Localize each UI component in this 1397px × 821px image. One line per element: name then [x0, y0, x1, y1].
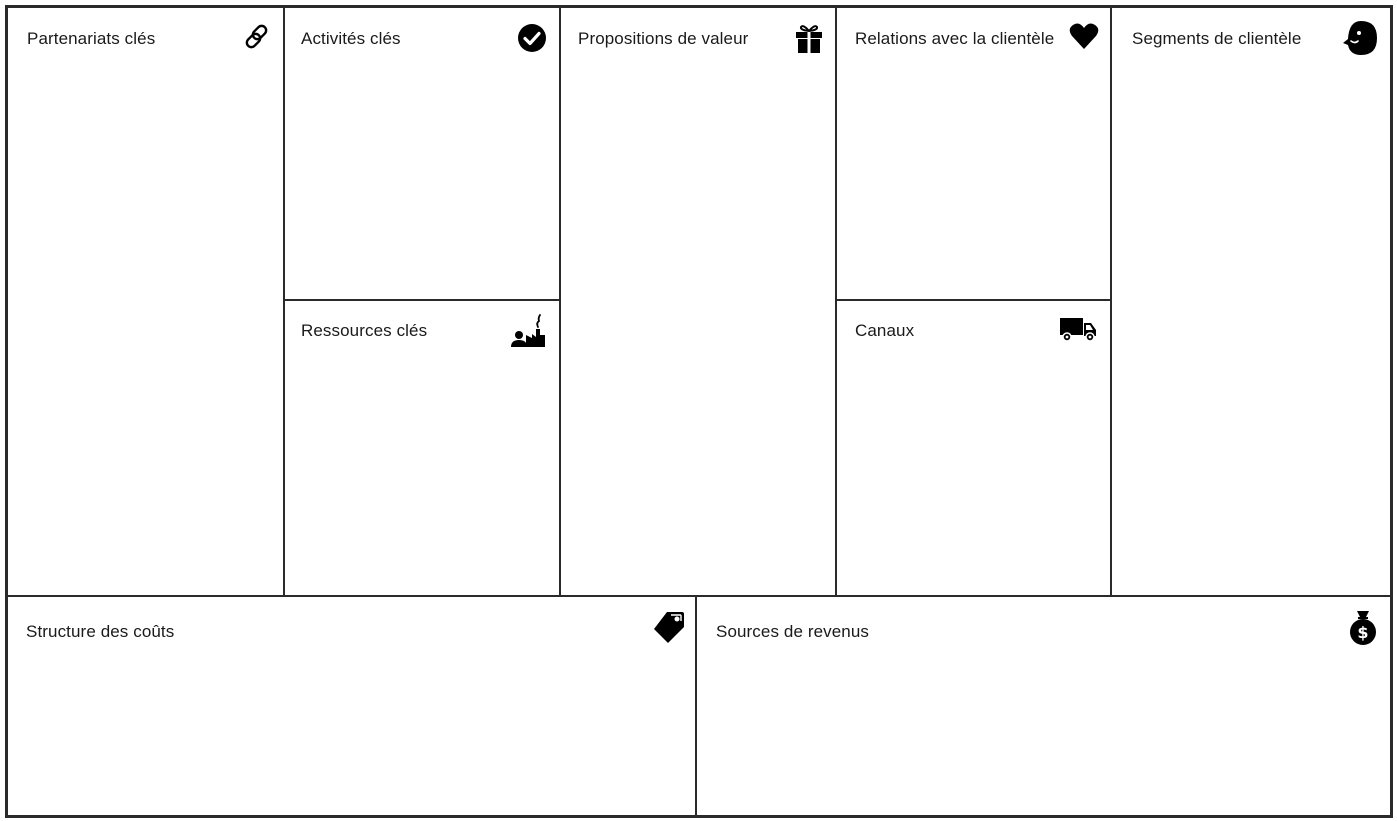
price-tag-icon [653, 610, 687, 644]
block-title-key-activities: Activités clés [301, 29, 401, 48]
svg-text:$: $ [1357, 623, 1369, 642]
block-channels[interactable] [837, 301, 1110, 595]
block-revenue-streams[interactable] [697, 597, 1390, 815]
heart-icon [1069, 22, 1099, 50]
block-value-propositions[interactable] [561, 8, 835, 595]
block-key-resources[interactable] [285, 301, 559, 595]
block-title-channels: Canaux [855, 321, 915, 340]
face-icon [1341, 19, 1379, 57]
factory-worker-icon [510, 313, 550, 349]
money-bag-icon [1348, 608, 1378, 646]
truck-icon [1059, 315, 1099, 343]
block-key-activities[interactable] [285, 8, 559, 299]
block-customer-relationships[interactable] [837, 8, 1110, 299]
block-title-key-resources: Ressources clés [301, 321, 428, 340]
block-title-value-propositions: Propositions de valeur [578, 29, 749, 48]
block-title-revenue-streams: Sources de revenus [716, 622, 869, 641]
block-cost-structure[interactable] [8, 597, 695, 815]
block-title-cost-structure: Structure des coûts [26, 622, 175, 641]
gift-icon [795, 22, 823, 54]
business-model-canvas [5, 5, 1393, 818]
block-title-customer-segments: Segments de clientèle [1132, 29, 1302, 48]
link-icon [242, 22, 272, 52]
block-key-partners[interactable] [8, 8, 283, 595]
block-title-key-partners: Partenariats clés [27, 29, 156, 48]
block-customer-segments[interactable] [1112, 8, 1390, 595]
check-circle-icon [517, 23, 547, 53]
block-title-customer-relationships: Relations avec la clientèle [855, 29, 1055, 48]
